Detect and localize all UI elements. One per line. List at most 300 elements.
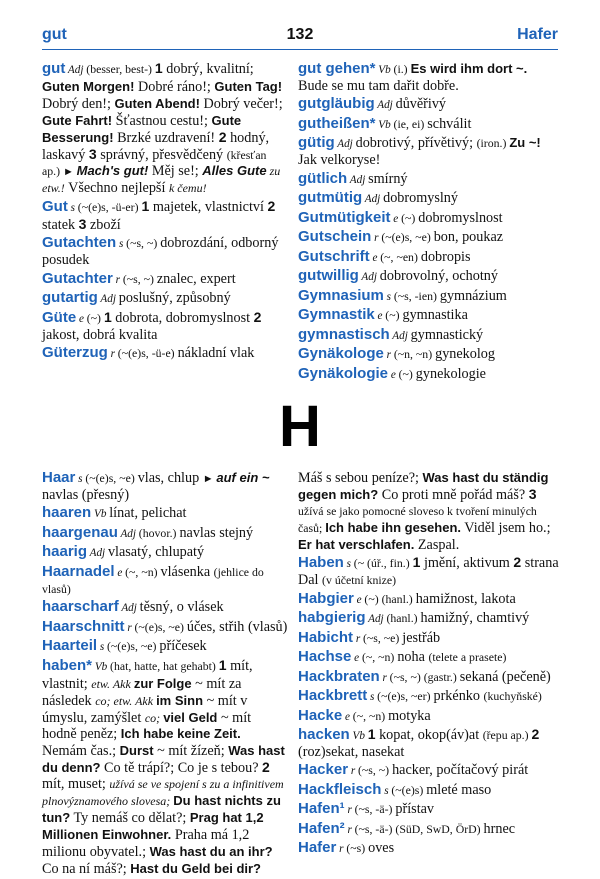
page-number: 132: [286, 26, 314, 43]
dictionary-entry: [298, 470, 560, 554]
german-phrase: Was hast du ständig gegen mich?: [298, 470, 549, 502]
dictionary-entry: [42, 619, 288, 637]
german-phrase: Guten Abend!: [114, 95, 200, 111]
small-note: (~n, ~n): [393, 347, 436, 362]
translation: gynekolog: [435, 346, 495, 363]
headword: Gutachten: [42, 234, 117, 252]
sense-number: 3: [528, 485, 537, 502]
small-note: (~): [86, 310, 104, 325]
dictionary-entry: [298, 591, 560, 609]
dictionary-entry: [42, 544, 288, 562]
small-note: (iron.): [476, 136, 510, 151]
translation: ~ mít za následek: [42, 675, 242, 709]
dictionary-entry: [298, 688, 560, 706]
translation: mít, vlastnit;: [42, 657, 253, 692]
dictionary-entry: [42, 638, 288, 656]
grammar-label: s: [67, 201, 78, 214]
grammar-label: s: [367, 691, 378, 704]
headword: Hafer: [298, 839, 337, 857]
translation: dobrozdání, odborný posudek: [42, 235, 279, 269]
sense-number: 2: [513, 554, 522, 571]
dictionary-entry: [42, 271, 286, 289]
dictionary-entry: [42, 290, 286, 308]
grammar-label: Adj: [87, 547, 108, 560]
grammar-label: r: [336, 843, 347, 856]
dictionary-entry: [42, 525, 288, 543]
sense-number: 3: [88, 145, 97, 162]
translation: nákladní vlak: [177, 345, 255, 362]
translation: kopat, okop(áv)at: [375, 727, 483, 744]
translation: jestřáb: [402, 629, 441, 646]
dictionary-entry: [298, 555, 560, 589]
sense-number: 2: [218, 128, 227, 145]
headword: Haar: [42, 469, 76, 486]
small-note: (~(e)s, -ü-er): [77, 199, 142, 214]
headword: gymnastisch: [298, 325, 390, 343]
small-note: (~s, ~) (gastr.): [389, 669, 460, 684]
translation: vlas, chlup: [137, 470, 203, 486]
italic-note: užívá se ve spojení s zu a infinitivem plnovýznamového slovesa;: [42, 777, 284, 809]
dictionary-entry: [298, 727, 560, 761]
headword: haaren: [42, 504, 92, 522]
headword: gutwillig: [298, 267, 359, 285]
dictionary-entry: [298, 610, 560, 628]
arrow-icon: ►: [202, 473, 217, 485]
translation: motyka: [388, 707, 431, 724]
dictionary-entry: [298, 630, 560, 648]
headword: gut gehen*: [298, 60, 376, 77]
translation: poslušný, způsobný: [118, 290, 231, 307]
sense-number: 2: [262, 759, 270, 776]
small-note: (jehlice do vlasů): [42, 564, 264, 596]
sense-number: 2: [531, 726, 540, 743]
dictionary-entry: [298, 288, 560, 306]
german-phrase: zur Folge: [133, 675, 192, 691]
translation: sekaná (pečeně): [459, 668, 551, 685]
column-g-left: [42, 61, 286, 365]
translation: hamižnost, lakota: [415, 590, 516, 607]
dictionary-entry: [298, 762, 560, 780]
translation: účes, střih (vlasů): [186, 618, 288, 635]
grammar-label: Adj: [358, 271, 380, 284]
small-note: (~) (hanl.): [364, 591, 416, 606]
translation: ~ mít žízeň;: [153, 743, 229, 760]
grammar-label: e: [369, 251, 381, 264]
headword: gutartig: [42, 289, 98, 307]
italic-note: co;: [144, 710, 164, 725]
german-phrase: Gute Besserung!: [42, 112, 242, 145]
small-note: (kuchyňské): [483, 689, 542, 704]
idiom-phrase: auf ein ~: [216, 470, 270, 485]
dictionary-entry: [298, 801, 560, 819]
column-h-right: [298, 470, 560, 860]
headword: Habgier: [298, 589, 354, 607]
small-note: (~s): [346, 841, 369, 856]
small-note: (telete a prasete): [428, 650, 507, 665]
small-note: (hovor.): [138, 525, 180, 540]
running-header: [42, 26, 558, 46]
dictionary-entry: [298, 61, 560, 95]
grammar-label: Vb: [349, 730, 368, 743]
column-h-left: [42, 470, 288, 879]
headword: Gutschein: [298, 228, 372, 246]
grammar-label: Vb: [375, 64, 394, 76]
german-phrase: Gute Fahrt!: [42, 112, 113, 128]
dictionary-entry: [298, 327, 560, 345]
headword: Gymnastik: [298, 306, 375, 324]
translation: dobrota, dobromyslnost: [111, 309, 254, 326]
german-phrase: im Sinn: [156, 692, 204, 708]
small-note: (hanl.): [386, 611, 421, 626]
translation: hodný, laskavý: [42, 129, 270, 163]
idiom-phrase: Mach's gut!: [76, 163, 149, 179]
translation: Bude se mu tam dařit dobře.: [298, 77, 459, 94]
translation: mít, muset;: [42, 776, 110, 793]
italic-note: k čemu!: [168, 181, 207, 196]
small-note: (~ (úř., fin.): [353, 556, 413, 571]
german-phrase: Du hast nichts zu tun?: [42, 793, 281, 825]
headword: gütlich: [298, 169, 348, 187]
italic-note: etw. Akk: [91, 676, 134, 691]
dictionary-entry: [298, 268, 560, 286]
translation: smírný: [368, 170, 408, 187]
small-note: (~(e)s, ~er): [377, 689, 434, 704]
translation: schválit: [427, 115, 472, 132]
headword: gut: [42, 60, 66, 77]
german-phrase: Ich habe ihn gesehen.: [325, 519, 462, 535]
dictionary-entry: [298, 708, 560, 726]
translation: těsný, o vlásek: [139, 599, 224, 616]
small-note: (~): [398, 366, 416, 381]
grammar-label: Adj: [97, 293, 119, 306]
grammar-label: r: [371, 232, 382, 245]
headword: haarscharf: [42, 598, 119, 616]
translation: Co tě trápí?; Co je s tebou?: [100, 760, 263, 777]
sense-number: 1: [218, 656, 227, 673]
translation: Praha má 1,2 milionu obyvatel.;: [42, 826, 250, 860]
sense-number: 2: [267, 197, 276, 214]
small-note: (ie, ei): [393, 116, 428, 131]
headword: Gymnasium: [298, 286, 384, 304]
arrow-icon: ►: [62, 166, 77, 179]
small-note: (~(e)s, ~e): [106, 639, 160, 654]
italic-note: etw. Akk: [113, 693, 157, 708]
translation: mleté maso: [426, 781, 492, 798]
grammar-label: r: [112, 273, 123, 286]
dictionary-entry: [42, 564, 288, 598]
translation: správný, přesvědčený: [96, 146, 227, 163]
german-phrase: Prag hat 1,2 Millionen Einwohner.: [42, 809, 264, 842]
small-note: (~(e)s, ~e): [381, 230, 434, 245]
headword: Haarnadel: [42, 562, 115, 580]
translation: noha: [397, 649, 429, 666]
small-note: (~): [385, 308, 403, 323]
sense-number: 2: [253, 308, 262, 325]
dictionary-entry: [42, 599, 288, 617]
small-note: (řepu ap.): [482, 728, 532, 743]
translation: hrnec: [483, 820, 516, 837]
headword: Güte: [42, 308, 77, 326]
headword: habgierig: [298, 609, 366, 627]
translation: oves: [368, 840, 395, 857]
dictionary-entry: [298, 96, 560, 114]
dictionary-entry: [298, 116, 560, 134]
dictionary-entry: [298, 135, 560, 169]
headword: Hackbrett: [298, 687, 368, 705]
dictionary-entry: [42, 235, 286, 269]
translation: přístav: [395, 801, 435, 818]
translation: Viděl jsem ho.;: [461, 519, 551, 536]
german-phrase: Was hast du an ihr?: [149, 843, 273, 859]
translation: jmění, aktivum: [420, 555, 514, 572]
small-note: (~s, ~e): [362, 630, 403, 645]
headword: Hafen¹: [298, 800, 345, 818]
translation: Dobrý den!;: [42, 95, 115, 112]
grammar-label: r: [344, 823, 355, 836]
translation: (roz)sekat, nasekat: [298, 743, 405, 760]
translation: dobrotivý, přívětivý;: [355, 135, 477, 152]
headword: gütig: [298, 134, 335, 152]
headword: Gynäkologie: [298, 364, 389, 382]
translation: Zaspal.: [414, 536, 460, 553]
german-phrase: Durst: [119, 743, 154, 759]
translation: hamižný, chamtivý: [420, 610, 530, 627]
translation: hacker, počítačový pirát: [392, 762, 529, 779]
small-note: (besser, best-): [86, 62, 155, 76]
grammar-label: r: [124, 621, 135, 634]
grammar-label: Vb: [92, 660, 111, 673]
header-rule: [42, 49, 558, 50]
grammar-label: r: [107, 348, 118, 361]
small-note: (~, ~n): [361, 650, 398, 665]
sense-number: 1: [103, 308, 112, 325]
dictionary-entry: [298, 249, 560, 267]
headword: haargenau: [42, 523, 118, 541]
grammar-label: e: [374, 310, 386, 323]
small-note: užívá se jako pomocné sloveso k tvoření minulých časů;: [298, 503, 537, 535]
grammar-label: s: [97, 641, 107, 654]
grammar-label: r: [383, 349, 394, 362]
translation: ~ mít v úmyslu, zamýšlet: [42, 692, 248, 726]
grammar-label: r: [353, 632, 363, 645]
german-phrase: Ich habe keine Zeit.: [120, 726, 241, 742]
translation: gymnastika: [402, 307, 468, 324]
translation: ~ mít hodně peněz;: [42, 709, 252, 743]
translation: jakost, dobrá kvalita: [42, 326, 158, 343]
translation: dobromyslný: [383, 190, 458, 207]
headword: hacken: [298, 726, 350, 744]
headword: Haarschnitt: [42, 617, 125, 635]
german-phrase: Was hast du denn?: [42, 743, 285, 776]
small-note: (~s, -ä-): [354, 802, 396, 817]
headword: Haarteil: [42, 637, 98, 655]
small-note: (~s, -ä-) (SüD, SwD, ÖrD): [354, 821, 484, 836]
small-note: (~(e)s, ~e): [85, 471, 138, 485]
dictionary-entry: [42, 61, 286, 197]
grammar-label: s: [381, 784, 392, 797]
translation: důvěřivý: [395, 96, 447, 113]
small-note: (~, ~en): [380, 249, 421, 264]
small-note: (~(e)s, ~e): [134, 619, 187, 634]
headword: Hafen²: [298, 819, 345, 837]
headword: Gutmütigkeit: [298, 208, 391, 226]
german-phrase: viel Geld: [163, 709, 218, 725]
grammar-label: e: [114, 566, 126, 579]
small-note: (~(e)s): [391, 782, 427, 797]
german-phrase: Es wird ihm dort ~.: [410, 61, 528, 76]
translation: Co proti mně pořád máš?: [378, 486, 529, 503]
small-note: (~): [401, 210, 419, 225]
dictionary-entry: [298, 307, 560, 325]
translation: Dobrý večer!;: [199, 95, 283, 112]
grammar-label: Adj: [389, 329, 411, 342]
dictionary-entry: [298, 171, 560, 189]
translation: bon, poukaz: [433, 229, 504, 246]
translation: majetek, vlastnictví: [149, 198, 268, 215]
left-guide-word: gut: [42, 26, 67, 43]
headword: Habicht: [298, 628, 354, 646]
dictionary-entry: [298, 346, 560, 364]
german-phrase: Zu ~!: [509, 135, 541, 151]
translation: vlásenka: [160, 563, 214, 580]
small-note: (~, ~n): [125, 564, 161, 579]
italic-note: co;: [95, 693, 114, 708]
sense-number: 1: [154, 60, 163, 76]
translation: vlasatý, chlupatý: [107, 544, 205, 561]
dictionary-entry: [298, 210, 560, 228]
headword: gutmütig: [298, 189, 363, 207]
dictionary-entry: [298, 669, 560, 687]
headword: Hachse: [298, 648, 352, 666]
german-phrase: Guten Morgen!: [42, 78, 135, 94]
translation: Brzké uzdravení!: [113, 129, 219, 146]
grammar-label: Vb: [91, 508, 110, 521]
grammar-label: Adj: [347, 173, 369, 186]
small-note: (~s, ~): [358, 763, 393, 778]
small-note: (~s, ~): [126, 236, 161, 251]
headword: Gynäkologe: [298, 345, 384, 363]
headword: Hackbraten: [298, 667, 380, 685]
translation: Šťastnou cestu!;: [112, 112, 212, 129]
grammar-label: e: [353, 593, 365, 606]
dictionary-entry: [42, 658, 288, 878]
right-guide-word: Hafer: [517, 26, 558, 43]
small-note: (~s, -ien): [393, 288, 440, 303]
grammar-label: e: [351, 652, 362, 665]
grammar-label: e: [76, 312, 87, 325]
translation: dobrý, kvalitní;: [162, 61, 254, 77]
translation: strana Dal: [298, 555, 559, 589]
translation: Všechno nejlepší: [64, 180, 169, 197]
translation: Dobré ráno!;: [134, 78, 215, 95]
grammar-label: Adj: [374, 99, 396, 112]
italic-note: zu etw.!: [42, 164, 281, 196]
headword: Hacker: [298, 761, 349, 779]
translation: prkénko: [433, 688, 484, 705]
grammar-label: Vb: [375, 118, 394, 131]
small-note: (i.): [393, 62, 411, 76]
grammar-label: s: [343, 558, 354, 571]
section-letter: H: [279, 394, 321, 459]
headword: haben*: [42, 656, 93, 674]
translation: příčesek: [159, 638, 207, 655]
grammar-label: Adj: [334, 138, 356, 151]
german-phrase: Er hat verschlafen.: [298, 536, 415, 552]
grammar-label: Adj: [365, 613, 387, 626]
small-note: (~(e)s, -ü-e): [117, 346, 178, 361]
dictionary-entry: [42, 310, 286, 344]
dictionary-entry: [42, 199, 286, 234]
grammar-label: s: [75, 473, 86, 485]
translation: Ty nemáš co dělat?;: [70, 809, 190, 826]
grammar-label: e: [388, 368, 399, 381]
translation: línat, pelichat: [109, 505, 187, 522]
grammar-label: s: [116, 238, 127, 251]
headword: Gutschrift: [298, 247, 370, 265]
translation: zboží: [86, 216, 121, 233]
german-phrase: Hast du Geld bei dir?: [130, 860, 262, 876]
translation: navlas (přesný): [42, 486, 130, 503]
dictionary-entry: [298, 190, 560, 208]
headword: Gutachter: [42, 269, 113, 287]
sense-number: 1: [141, 197, 150, 214]
translation: dobropis: [420, 248, 471, 265]
dictionary-entry: [298, 782, 560, 800]
dictionary-entry: [298, 840, 560, 858]
translation: Máš s sebou peníze?;: [298, 470, 423, 486]
dictionary-entry: [298, 821, 560, 839]
headword: Haben: [298, 554, 344, 572]
grammar-label: Adj: [117, 527, 139, 540]
column-g-right: [298, 61, 560, 385]
grammar-label: Adj: [118, 602, 140, 615]
translation: statek: [42, 216, 79, 233]
translation: gymnastický: [410, 326, 484, 343]
grammar-label: r: [344, 804, 355, 817]
sense-number: 1: [412, 554, 421, 571]
grammar-label: s: [383, 290, 394, 303]
headword: Hacke: [298, 706, 343, 724]
dictionary-entry: [42, 470, 288, 504]
dictionary-entry: [42, 505, 288, 523]
small-note: (~s, ~): [122, 271, 157, 286]
translation: gymnázium: [439, 287, 507, 304]
translation: znalec, expert: [156, 270, 236, 287]
dictionary-entry: [298, 366, 560, 384]
idiom-phrase: Alles Gute: [202, 163, 267, 179]
german-phrase: Guten Tag!: [214, 78, 283, 94]
sense-number: 3: [78, 215, 87, 232]
grammar-label: e: [342, 710, 353, 723]
translation: Měj se!;: [148, 163, 203, 180]
dictionary-entry: [298, 649, 560, 667]
translation: Co na ní máš?;: [42, 860, 131, 877]
headword: Gut: [42, 197, 68, 215]
dictionary-entry: [298, 229, 560, 247]
sense-number: 1: [367, 726, 376, 743]
translation: Jak velkoryse!: [298, 152, 381, 169]
translation: navlas stejný: [179, 524, 254, 541]
grammar-label: Adj: [65, 64, 87, 76]
grammar-label: r: [348, 765, 358, 778]
headword: Güterzug: [42, 344, 108, 362]
headword: haarig: [42, 543, 88, 561]
small-note: (křesťan ap.): [42, 147, 267, 179]
grammar-label: r: [379, 671, 390, 684]
translation: dobromyslnost: [418, 209, 503, 226]
small-note: (hat, hatte, hat gehabt): [110, 658, 219, 673]
translation: dobrovolný, ochotný: [379, 268, 498, 285]
